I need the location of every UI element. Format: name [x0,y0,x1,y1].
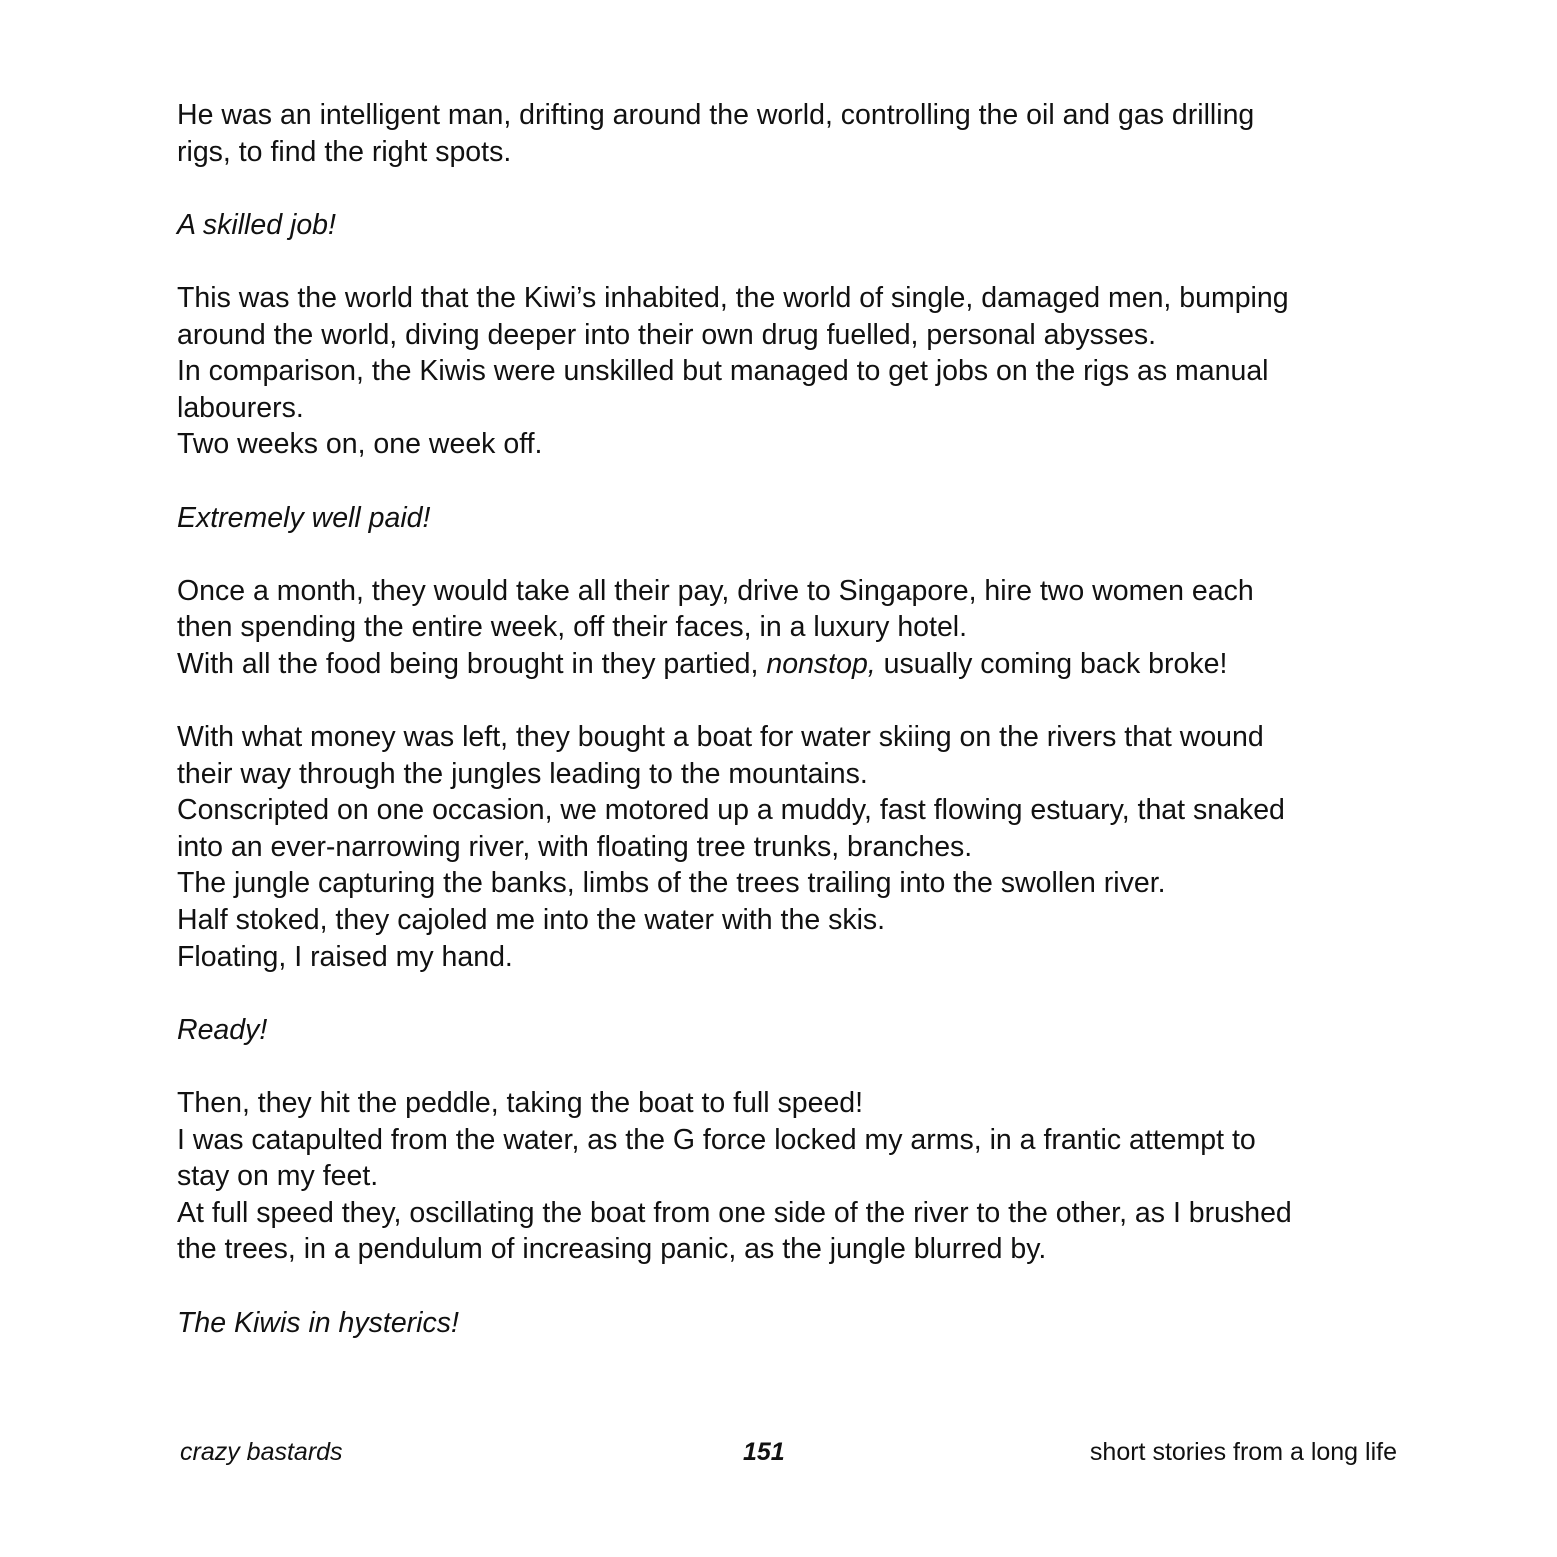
text-line: He was an intelligent man, drifting around the world, controlling the oil and gas drilling [177,99,1255,131]
text-line: Two weeks on, one week off. [177,428,543,461]
text-line: Once a month, they would take all their pay, drive to Singapore, hire two women each [177,574,1254,607]
text-line: In comparison, the Kiwis were unskilled but managed to get jobs on the rigs as manual [177,355,1269,388]
footer-page-number: 151 [743,1438,785,1466]
text-line: the trees, in a pendulum of increasing panic, as the jungle blurred by. [177,1233,1047,1266]
text-line: With what money was left, they bought a boat for water skiing on the rivers that wound [177,721,1264,754]
text-line: Then, they hit the peddle, taking the boat to full speed! [177,1087,864,1120]
text-line: around the world, diving deeper into their own drug fuelled, personal abysses. [177,318,1157,351]
italic-remark-well-paid: Extremely well paid! [177,501,431,534]
text-line: into an ever-narrowing river, with floating tree trunks, branches. [177,830,973,863]
text-line: labourers. [177,391,304,424]
text-line: The jungle capturing the banks, limbs of the trees trailing into the swollen river. [177,867,1166,900]
text-line: stay on my feet. [177,1160,379,1193]
paragraph-6 [177,719,1407,975]
italic-word-nonstop: nonstop, [766,647,876,680]
page-footer [0,1432,1557,1472]
paragraph-5 [177,573,1407,683]
footer-chapter-title: crazy bastards [180,1438,343,1466]
italic-remark-skilled-job: A skilled job! [177,208,336,241]
text-line: their way through the jungles leading to the mountains. [177,757,868,790]
italic-remark-hysterics: The Kiwis in hysterics! [177,1306,459,1339]
paragraph-8 [177,1085,1407,1268]
text-line-mixed [177,646,1407,683]
text-line: Half stoked, they cajoled me into the water with the skis. [177,904,886,937]
italic-remark-ready: Ready! [177,1013,268,1046]
text-line: This was the world that the Kiwi’s inhabited, the world of single, damaged men, bumping [177,281,1289,314]
text-line: At full speed they, oscillating the boat from one side of the river to the other, as I brushed [177,1196,1292,1229]
text-line: I was catapulted from the water, as the G force locked my arms, in a frantic attempt to [177,1123,1256,1156]
text-line: Floating, I raised my hand. [177,940,513,973]
text-line: then spending the entire week, off their faces, in a luxury hotel. [177,611,968,644]
text-segment: usually coming back broke! [875,647,1228,680]
footer-book-title: short stories from a long life [1089,1438,1397,1466]
page-body [177,97,1407,1378]
paragraph-3 [177,280,1407,463]
text-segment: With all the food being brought in they partied, [177,647,767,680]
text-line: rigs, to find the right spots. [177,135,512,168]
paragraph-1 [177,97,1407,170]
text-line: Conscripted on one occasion, we motored up a muddy, fast flowing estuary, that snaked [177,794,1285,827]
